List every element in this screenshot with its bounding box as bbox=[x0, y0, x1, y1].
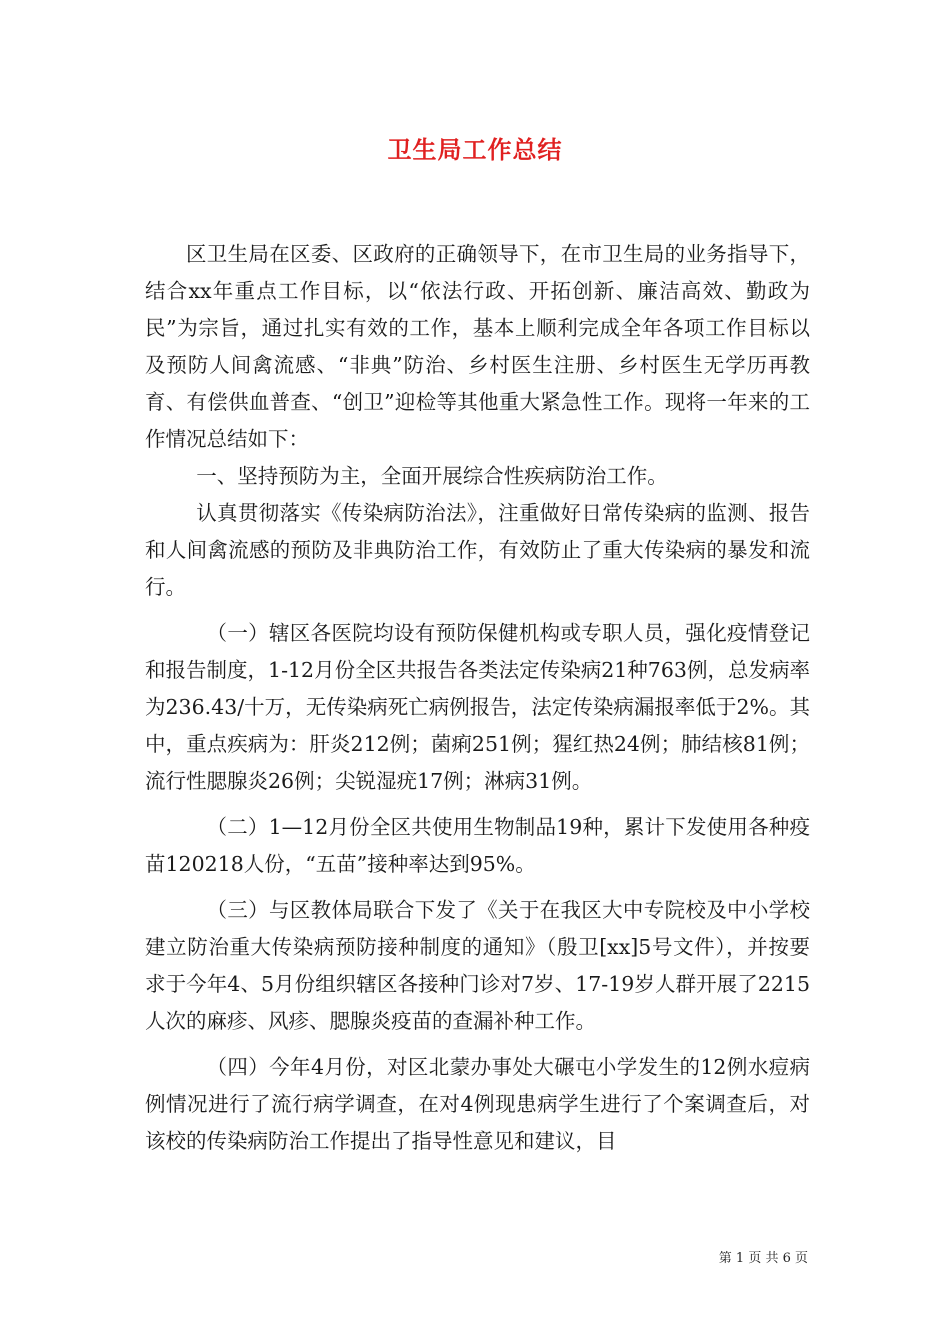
paragraph-item-1: （一）辖区各医院均设有预防保健机构或专职人员，强化疫情登记和报告制度，1-12月份全区共报告各类法定传染病21种763例，总发病率为236.43/十万，无传染病死亡病例报告，法定传染病漏报率低于2%。其中，重点疾病为：肝炎212例；菌痢251例；猩红热24例；肺结核81例；流行性腮腺炎26例；尖锐湿疣17例；淋病31例。 bbox=[145, 621, 810, 793]
page-number: 第 1 页 共 6 页 bbox=[718, 1251, 808, 1266]
paragraph-item-3: （三）与区教体局联合下发了《关于在我区大中专院校及中小学校建立防治重大传染病预防接种制度的通知》（殷卫[xx]5号文件），并按要求于今年4、5月份组织辖区各接种门诊对7岁、17-19岁人群开展了2215人次的麻疹、风疹、腮腺炎疫苗的查漏补种工作。 bbox=[145, 898, 810, 1033]
paragraph-item-4: （四）今年4月份，对区北蒙办事处大碾屯小学发生的12例水痘病例情况进行了流行病学调查，在对4例现患病学生进行了个案调查后，对该校的传染病防治工作提出了指导性意见和建议，目 bbox=[145, 1055, 810, 1153]
document-body bbox=[145, 236, 810, 1160]
document-title: 卫生局工作总结 bbox=[387, 135, 563, 164]
paragraph-section-intro: 认真贯彻落实《传染病防治法》，注重做好日常传染病的监测、报告和人间禽流感的预防及非典防治工作，有效防止了重大传染病的暴发和流行。 bbox=[145, 501, 810, 599]
paragraph-section-heading: 一、坚持预防为主，全面开展综合性疾病防治工作。 bbox=[196, 464, 668, 488]
paragraph-intro: 区卫生局在区委、区政府的正确领导下，在市卫生局的业务指导下，结合xx年重点工作目标，以“依法行政、开拓创新、廉洁高效、勤政为民”为宗旨，通过扎实有效的工作，基本上顺利完成全年各项工作目标以及预防人间禽流感、“非典”防治、乡村医生注册、乡村医生无学历再教育、有偿供血普查、“创卫”迎检等其他重大紧急性工作。现将一年来的工作情况总结如下： bbox=[145, 242, 810, 451]
paragraph-item-2: （二）1—12月份全区共使用生物制品19种，累计下发使用各种疫苗120218人份，“五苗”接种率达到95%。 bbox=[145, 815, 810, 876]
